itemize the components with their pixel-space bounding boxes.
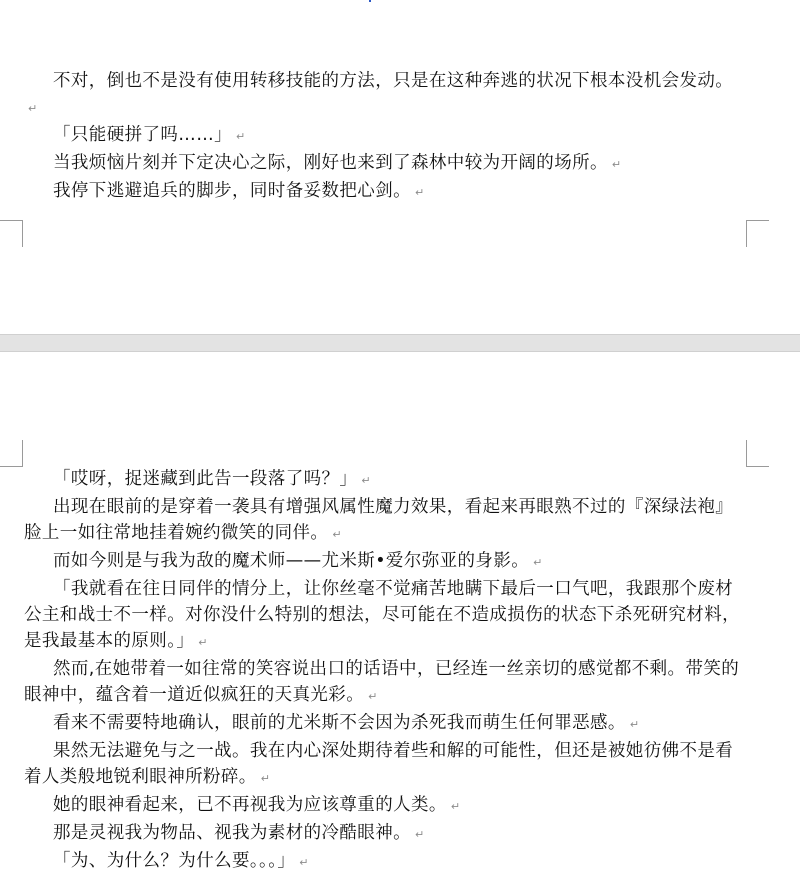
margin-corner-bottom-left xyxy=(0,220,23,247)
paragraph: 而如今则是与我为敌的魔术师——尤米斯•爱尔弥亚的身影。 ↵ xyxy=(53,551,543,571)
paragraph-mark-icon: ↵ xyxy=(533,556,543,569)
page-2-body[interactable] xyxy=(24,466,746,876)
paragraph-mark-icon: ↵ xyxy=(299,856,309,869)
paragraph-mark-icon: ↵ xyxy=(198,636,208,649)
text-cursor xyxy=(369,0,371,2)
paragraph-mark-icon: ↵ xyxy=(361,474,371,487)
paragraph-mark-icon: ↵ xyxy=(415,186,425,199)
paragraph-mark-icon: ↵ xyxy=(332,528,342,541)
margin-corner-bottom-right xyxy=(746,220,769,247)
document-page-1 xyxy=(0,0,800,334)
page-1-body[interactable] xyxy=(24,68,746,206)
paragraph-mark-icon: ↵ xyxy=(611,158,622,171)
paragraph: 看来不需要特地确认，眼前的尤米斯不会因为杀死我而萌生任何罪恶感。 ↵ xyxy=(53,713,640,733)
paragraph-mark-icon: ↵ xyxy=(629,718,640,731)
page-separator xyxy=(0,334,800,352)
paragraph: 出现在眼前的是穿着一袭具有增强风属性魔力效果，看起来再眼熟不过的『深绿法袍』脸上一如往常地挂着婉约微笑的同伴。 ↵ xyxy=(24,497,734,543)
paragraph: 「哎呀，捉迷藏到此告一段落了吗？」 ↵ xyxy=(53,469,371,489)
paragraph: 果然无法避免与之一战。我在内心深处期待着些和解的可能性，但还是被她彷佛不是看着人类般地锐利眼神所粉碎。 ↵ xyxy=(24,741,734,787)
paragraph-mark-icon: ↵ xyxy=(450,800,461,813)
paragraph: 「为、为什么？为什么要。。。」 ↵ xyxy=(53,851,309,871)
margin-corner-top-right xyxy=(746,440,769,467)
paragraph: 当我烦恼片刻并下定决心之际，刚好也来到了森林中较为开阔的场所。 ↵ xyxy=(53,153,622,173)
paragraph-mark-icon: ↵ xyxy=(236,130,246,143)
paragraph: 不对，倒也不是没有使用转移技能的方法，只是在这种奔逃的状况下根本没机会发动。↵ xyxy=(28,71,734,115)
paragraph: 那是灵视我为物品、视我为素材的冷酷眼神。 ↵ xyxy=(53,823,425,843)
paragraph-mark-icon: ↵ xyxy=(368,690,378,703)
paragraph-mark-icon: ↵ xyxy=(260,772,271,785)
margin-corner-top-left xyxy=(0,440,23,467)
paragraph-mark-icon: ↵ xyxy=(28,102,38,115)
paragraph-mark-icon: ↵ xyxy=(415,828,425,841)
paragraph: 「只能硬拼了吗……」 ↵ xyxy=(53,125,246,145)
paragraph: 我停下逃避追兵的脚步，同时备妥数把心剑。 ↵ xyxy=(53,181,425,201)
paragraph: 然而,在她带着一如往常的笑容说出口的话语中，已经连一丝亲切的感觉都不剩。带笑的眼神中，蕴含着一道近似疯狂的天真光彩。 ↵ xyxy=(24,659,740,705)
paragraph: 她的眼神看起来，已不再视我为应该尊重的人类。 ↵ xyxy=(53,795,461,815)
paragraph: 「我就看在往日同伴的情分上，让你丝毫不觉痛苦地瞒下最后一口气吧，我跟那个废材公主和战士不一样。对你没什么特别的想法，尽可能在不造成损伤的状态下杀死研究材料，是我最基本的原则。」 ↵ xyxy=(24,579,740,651)
